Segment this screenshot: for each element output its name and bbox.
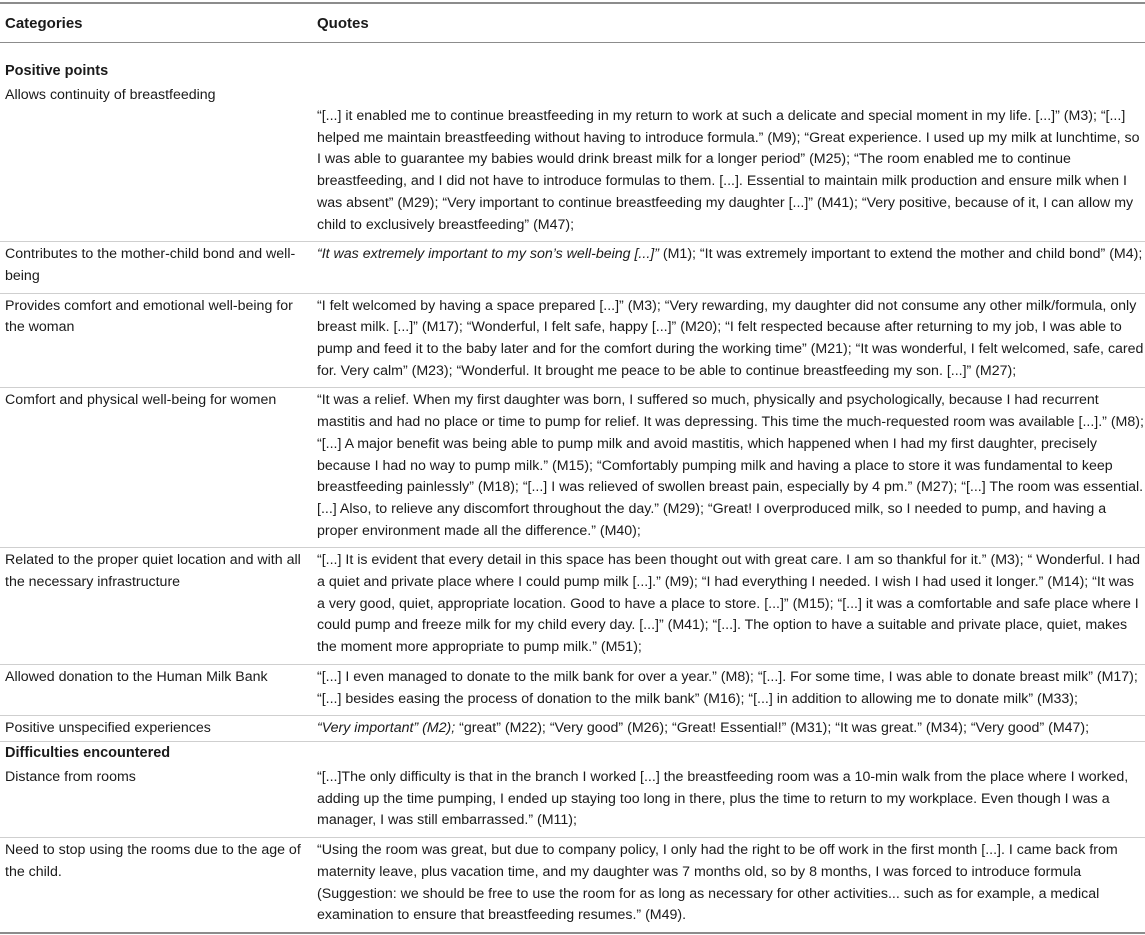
- quote-text: “Using the room was great, but due to company policy, I only had the right to be off work in the first month [...]. I came back from maternity leave, plus vacation time, and my daughter was 7 months old, so by 8 months, I was forced to introduce formula (Suggestion: we should be free to use the room for as long as necessary for other activities... such as for example, a medical examination to ensure that breastfeeding resumes.” (M49).: [317, 842, 1118, 924]
- quote-rest-text: (M1); “It was extremely important to extend the mother and child bond” (M4);: [658, 246, 1143, 263]
- quote-text: “[...] I even managed to donate to the milk bank for over a year.” (M8); “[...]. For some time, I was able to donate breast milk” (M17); “[...] besides easing the process of donation to the milk bank” (M16); “[...] in addition to allowing me to donate milk” (M33);: [317, 668, 1138, 707]
- quote-text: “[...]The only difficulty is that in the branch I worked [...] the breastfeeding room was a 10-min walk from the place where I worked, adding up the time pumping, I ended up staying too long in there, plus the time to return to my workplace. Even though I was a manager, I was still embarrassed.” (M11);: [317, 768, 1129, 829]
- category-text: Provides comfort and emotional well-being for the woman: [5, 297, 293, 336]
- quote-text: [317, 244, 1145, 266]
- quote-cell: [310, 718, 1145, 740]
- category-text: Related to the proper quiet location and with all the necessary infrastructure: [5, 552, 301, 591]
- category-cell: [0, 767, 310, 832]
- quote-text: “[...] It is evident that every detail in this space has been thought out with great care. I am so thankful for it.” (M3); “ Wonderful. I had a quiet and private place where I could pump milk [...].” (M9); “I had everything I needed. I wish I had used it longer.” (M14); “It was a very good, quiet, appropriate location. Good to have a place to store. [...]” (M15); “[...] it was a comfortable and safe place where I could pump and freeze milk for my child every day. [...]” (M41); “[...]. The option to have a suitable and private place, quiet, makes the moment more appropriate to pump milk.” (M51);: [317, 552, 1141, 656]
- table-row: [0, 838, 1145, 932]
- column-header-categories: Categories: [5, 14, 83, 32]
- quote-cell: [310, 296, 1145, 383]
- category-text: Distance from rooms: [5, 768, 136, 785]
- table-row: [0, 388, 1145, 548]
- category-cell: [0, 296, 310, 383]
- category-text: Contributes to the mother-child bond and well-being: [5, 246, 296, 284]
- table-row: [0, 665, 1145, 716]
- quotes-table: [0, 2, 1145, 934]
- category-cell: [0, 390, 310, 542]
- table-row: [0, 83, 1145, 242]
- category-cell: [0, 550, 310, 659]
- table-row: [0, 765, 1145, 838]
- quote-italic-text: “Very important” (M2);: [317, 720, 456, 737]
- quote-text: [317, 718, 1145, 740]
- category-cell: [0, 718, 310, 740]
- quote-cell: [310, 390, 1145, 542]
- table-row: [0, 548, 1145, 665]
- column-header-quotes: Quotes: [317, 14, 369, 32]
- category-text: Allowed donation to the Human Milk Bank: [5, 668, 268, 685]
- section-title-difficulties: Difficulties encountered: [5, 744, 171, 761]
- category-cell: [0, 840, 310, 927]
- quote-cell: [310, 667, 1145, 710]
- category-text: Comfort and physical well-being for women: [5, 392, 277, 409]
- quote-text: “[...] it enabled me to continue breastfeeding in my return to work at such a delicate and special moment in my life. [...]” (M3); “[...] helped me maintain breastfeeding without having to introduce formula.” (M9); “Great experience. I used up my milk at lunchtime, so I was able to guarantee my babies would drink breast milk for a longer period” (M25); “The room enabled me to continue breastfeeding, and I did not have to introduce formulas to them. [...]. Essential to maintain milk production and ensure milk when I was absent” (M29); “Very important to continue breastfeeding my daughter [...]” (M41); “Very positive, because of it, I can allow my child to exclusively breastfeeding” (M47);: [317, 108, 1140, 233]
- category-text: Need to stop using the rooms due to the age of the child.: [5, 842, 301, 880]
- table-row: [0, 716, 1145, 742]
- quote-text: “I felt welcomed by having a space prepared [...]” (M3); “Very rewarding, my daughter did not consume any other milk/formula, only breast milk. [...]” (M17); “Wonderful, I felt safe, happy [...]” (M20); “I felt respected because after returning to my job, I was able to pump and feed it to the baby later and for the comfort during the working time” (M21); “It was wonderful, I felt welcomed, safe, cared for. Very calm” (M23); “Wonderful. It brought me peace to be able to continue breastfeeding my son. [...]” (M27);: [317, 297, 1144, 379]
- category-text: Allows continuity of breastfeeding: [5, 87, 216, 103]
- quote-cell: [310, 767, 1145, 832]
- category-cell: [0, 667, 310, 710]
- table-header: [0, 4, 1145, 42]
- table-row: [0, 294, 1145, 389]
- quote-cell: [310, 550, 1145, 659]
- category-text: Positive unspecified experiences: [5, 720, 211, 737]
- quote-cell: [310, 840, 1145, 927]
- table-row: [0, 242, 1145, 293]
- quote-italic-text: “It was extremely important to my son’s well-being [...]”: [317, 246, 659, 263]
- section-title-positive: Positive points: [5, 63, 109, 79]
- category-cell: [0, 244, 310, 287]
- quote-text: “It was a relief. When my first daughter was born, I suffered so much, physically and psychologically, because I had recurrent mastitis and had no place or time to pump for relief. It was depressing. This time the much-requested room was available [...].” (M8); “[...] A major benefit was being able to pump milk and avoid mastitis, which happened when I had my first daughter, precisely because I had no way to pump milk.” (M15); “Comfortably pumping milk and having a place to store it was fundamental to keep breastfeeding painlessly” (M18); “[...] I was relieved of swollen breast pain, especially by 4 pm.” (M27); “[...] The room was essential. [...] Also, to relieve any discomfort throughout the day.” (M29); “Great! I overproduced milk, so I needed to pump, and having a proper environment made all the difference.” (M40);: [317, 392, 1144, 539]
- category-cell: [0, 85, 310, 236]
- quote-rest-text: “great” (M22); “Very good” (M26); “Great! Essential!” (M31); “It was great.” (M34); “Very good” (M47);: [455, 720, 1090, 737]
- quote-cell: [310, 244, 1145, 287]
- quote-cell: [310, 85, 1145, 236]
